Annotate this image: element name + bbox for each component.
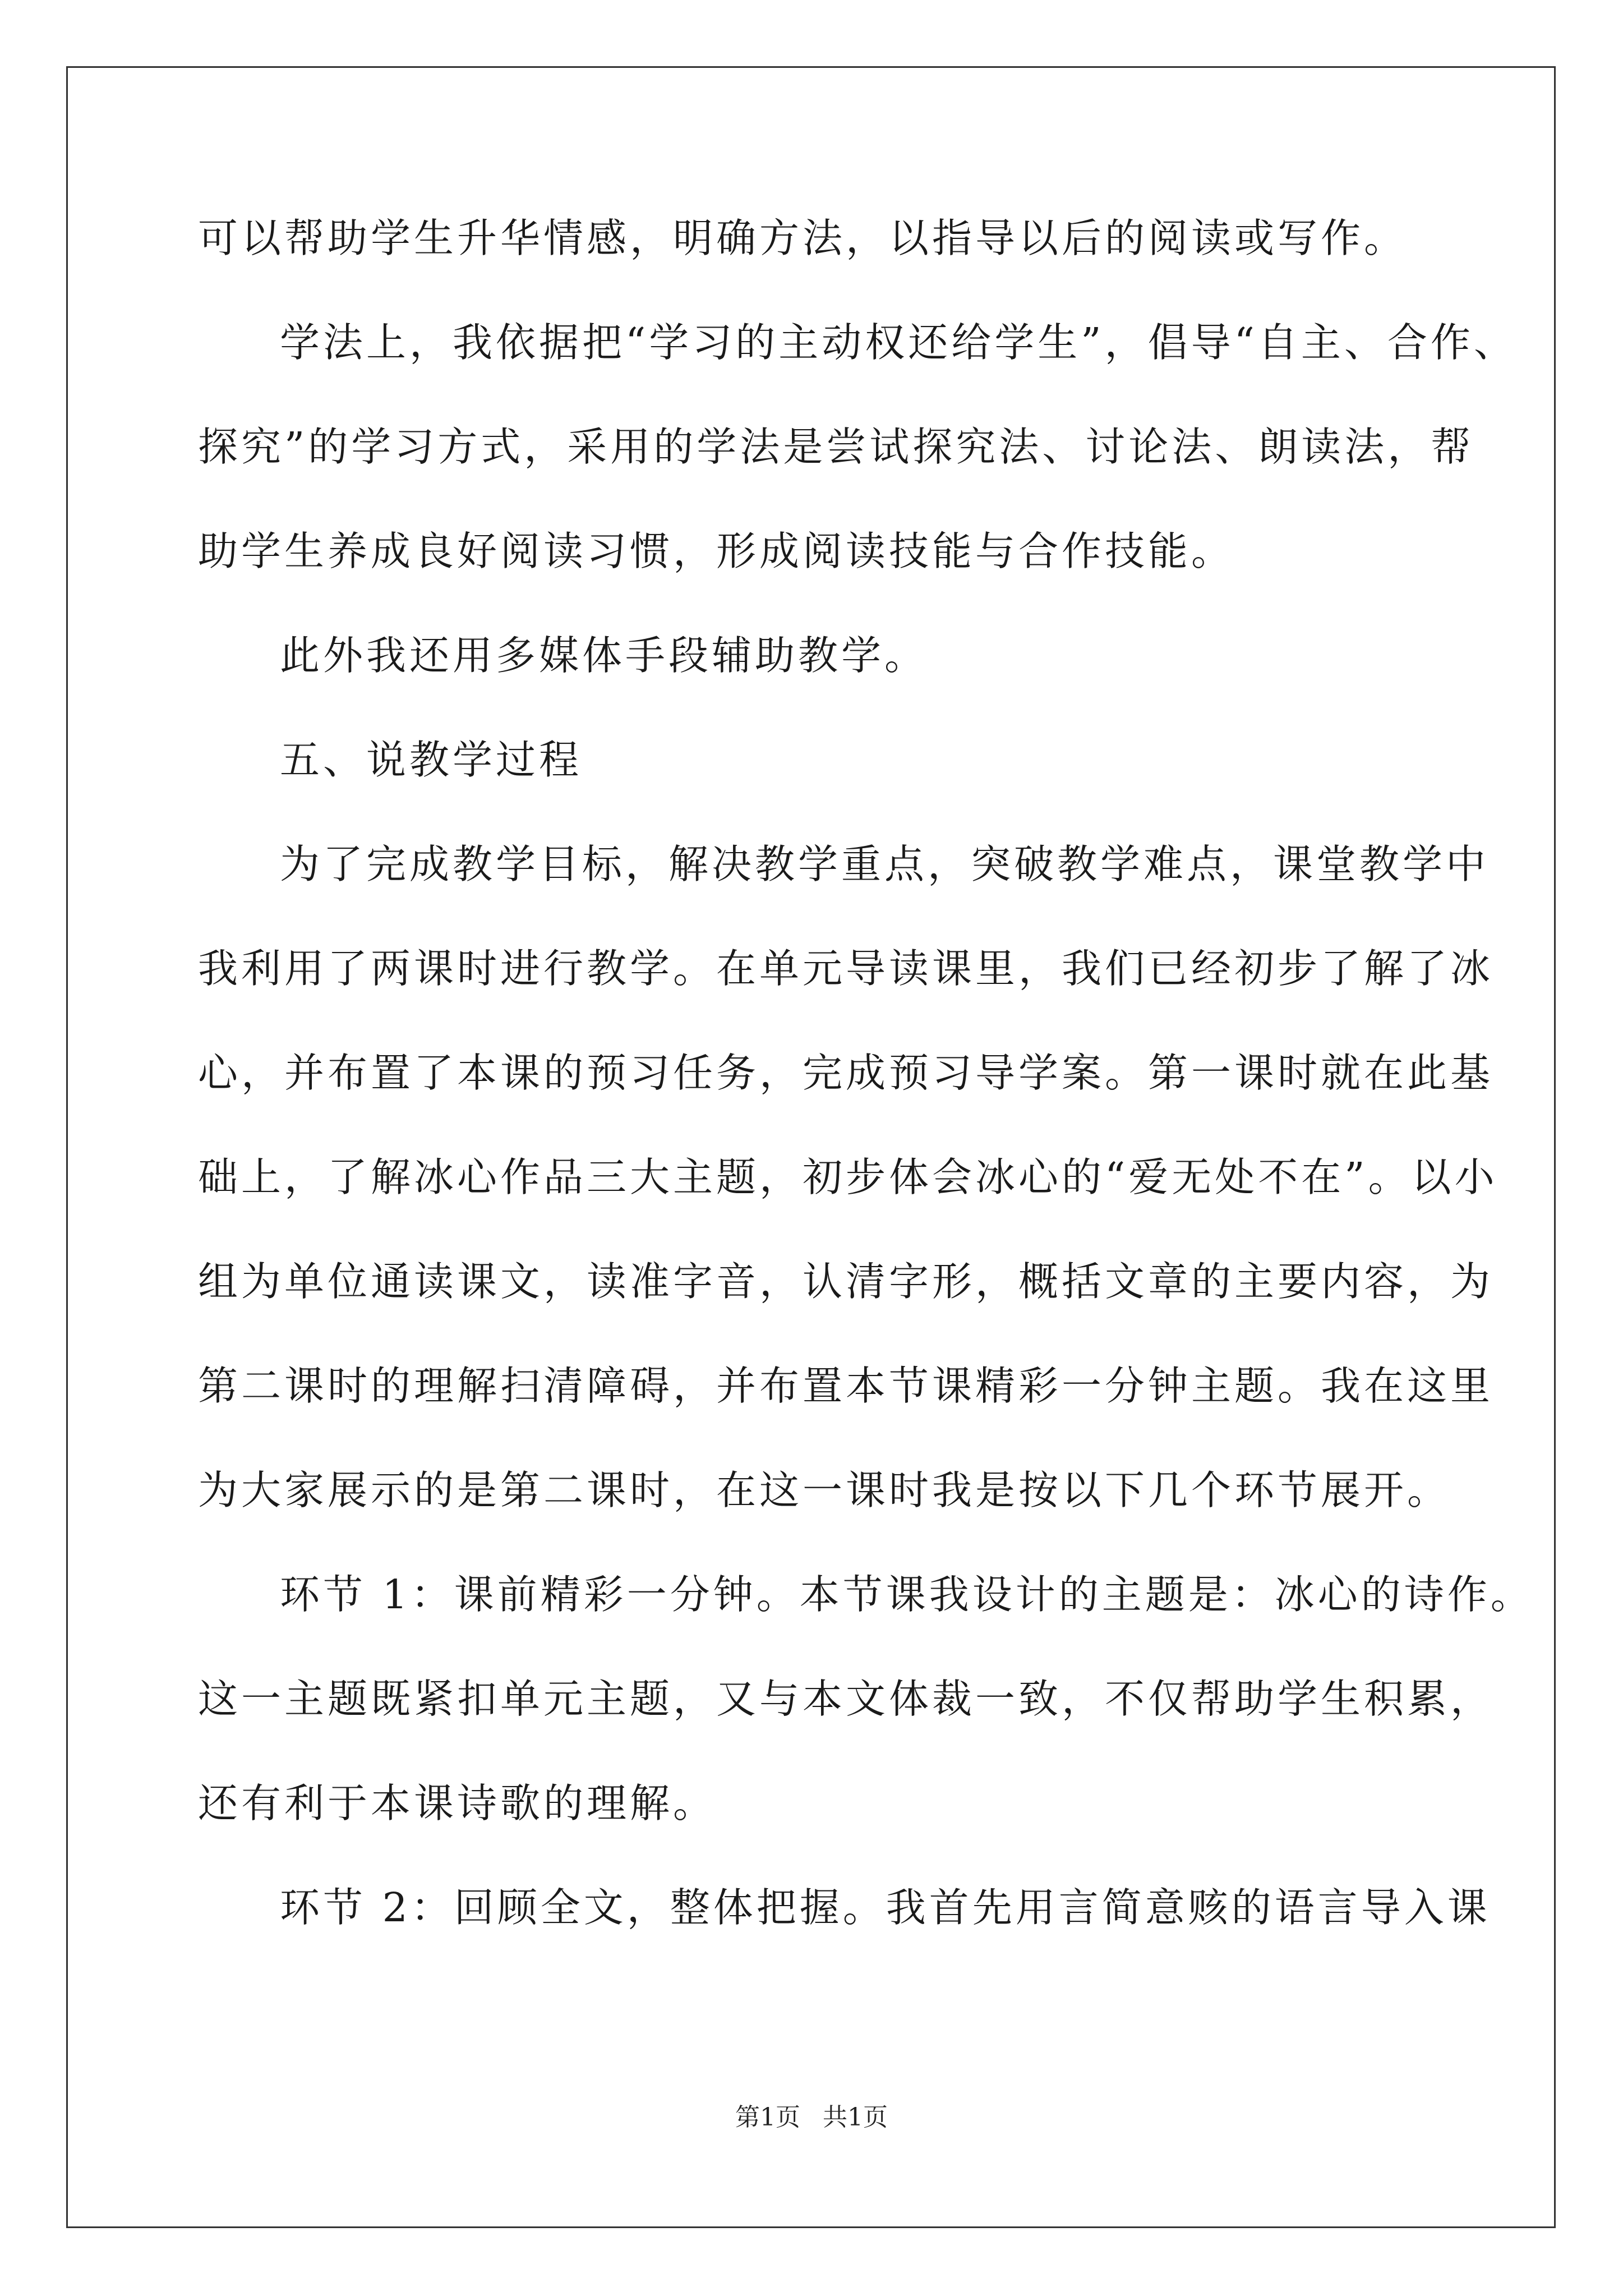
text-line: 环节 2：回顾全文，整体把握。我首先用言简意赅的语言导入课 [280, 1884, 1491, 1931]
text-line: 础上，了解冰心作品三大主题，初步体会冰心的“爱无处不在”。以小 [198, 1154, 1498, 1200]
text-line: 探究”的学习方式，采用的学法是尝试探究法、讨论法、朗读法，帮 [198, 424, 1474, 470]
text-line: 此外我还用多媒体手段辅助教学。 [280, 632, 928, 679]
section-heading: 五、说教学过程 [280, 737, 583, 783]
text-line: 组为单位通读课文，读准字音，认清字形，概括文章的主要内容，为 [198, 1258, 1494, 1305]
page-number: 第1页 [735, 2103, 800, 2132]
text-line: 助学生养成良好阅读习惯，形成阅读技能与合作技能。 [198, 528, 1235, 574]
text-line: 为了完成教学目标，解决教学重点，突破教学难点，课堂教学中 [280, 841, 1490, 887]
text-line: 心，并布置了本课的预习任务，完成预习导学案。第一课时就在此基 [198, 1050, 1494, 1096]
text-line: 环节 1：课前精彩一分钟。本节课我设计的主题是：冰心的诗作。 [280, 1571, 1534, 1618]
text-line: 我利用了两课时进行教学。在单元导读课里，我们已经初步了解了冰 [198, 945, 1494, 992]
text-line: 这一主题既紧扣单元主题，又与本文体裁一致，不仅帮助学生积累， [198, 1676, 1494, 1722]
page-total: 共1页 [823, 2103, 888, 2132]
text-line: 还有利于本课诗歌的理解。 [198, 1780, 717, 1826]
text-line: 第二课时的理解扫清障碍，并布置本节课精彩一分钟主题。我在这里 [198, 1363, 1494, 1409]
text-line: 为大家展示的是第二课时，在这一课时我是按以下几个环节展开。 [198, 1467, 1451, 1513]
text-line: 学法上，我依据把“学习的主动权还给学生”，倡导“自主、合作、 [280, 319, 1517, 366]
page-footer [0, 2101, 1623, 2134]
text-line: 可以帮助学生升华情感，明确方法，以指导以后的阅读或写作。 [198, 215, 1408, 261]
